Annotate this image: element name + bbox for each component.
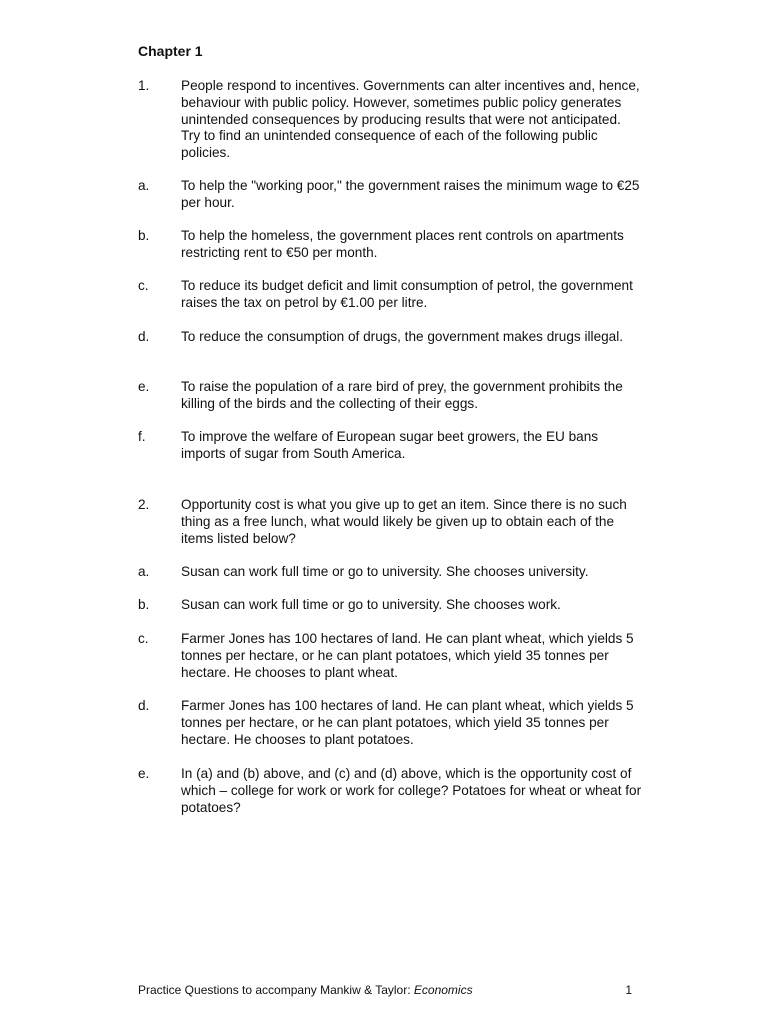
part-marker: a. [138, 178, 150, 193]
part-marker: e. [138, 766, 150, 781]
footer-book-title: Economics [413, 983, 473, 997]
part-marker: d. [138, 329, 150, 344]
part-marker: f. [138, 429, 146, 444]
part-text: Susan can work full time or go to university. She chooses university. [181, 564, 589, 579]
part-text: Susan can work full time or go to university. She chooses work. [181, 597, 561, 612]
question-text: Opportunity cost is what you give up to get an item. Since there is no such thing as a free lunch, what would likely be given up to obtain each of the items listed below? [181, 497, 639, 546]
part-marker: a. [138, 564, 150, 579]
footer-caption-prefix: Practice Questions to accompany Mankiw & Taylor: [138, 983, 414, 997]
question-text: People respond to incentives. Governments can alter incentives and, hence, behaviour with public policy. However, sometimes public policy generates unintended consequences by producing results that were not anticipated. Try to find an unintended consequence of each of the following public policies. [181, 78, 640, 161]
part-text: To help the "working poor," the government raises the minimum wage to €25 per hour. [181, 178, 640, 210]
question-number: 2. [138, 497, 150, 512]
part-text: In (a) and (b) above, and (c) and (d) above, which is the opportunity cost of which – college for work or work for college? Potatoes for wheat or wheat for potatoes? [181, 766, 642, 815]
page-number: 1 [625, 983, 632, 997]
part-marker: c. [138, 631, 149, 646]
part-text: To help the homeless, the government places rent controls on apartments restricting rent to €50 per month. [181, 228, 624, 260]
footer-caption [138, 983, 473, 997]
chapter-title: Chapter 1 [138, 43, 203, 59]
part-marker: b. [138, 597, 150, 612]
part-text: Farmer Jones has 100 hectares of land. He can plant wheat, which yields 5 tonnes per hectare, or he can plant potatoes, which yield 35 tonnes per hectare. He chooses to plant potatoes. [181, 698, 634, 747]
part-marker: b. [138, 228, 150, 243]
question-number: 1. [138, 78, 150, 93]
part-marker: d. [138, 698, 150, 713]
part-text: Farmer Jones has 100 hectares of land. He can plant wheat, which yields 5 tonnes per hectare, or he can plant potatoes, which yield 35 tonnes per hectare. He chooses to plant wheat. [181, 631, 634, 680]
part-text: To improve the welfare of European sugar beet growers, the EU bans imports of sugar from South America. [181, 429, 599, 461]
part-text: To raise the population of a rare bird of prey, the government prohibits the killing of the birds and the collecting of their eggs. [181, 379, 623, 411]
part-marker: e. [138, 379, 150, 394]
part-text: To reduce its budget deficit and limit consumption of petrol, the government raises the tax on petrol by €1.00 per litre. [181, 278, 633, 310]
part-marker: c. [138, 278, 149, 293]
part-text: To reduce the consumption of drugs, the government makes drugs illegal. [181, 329, 624, 344]
